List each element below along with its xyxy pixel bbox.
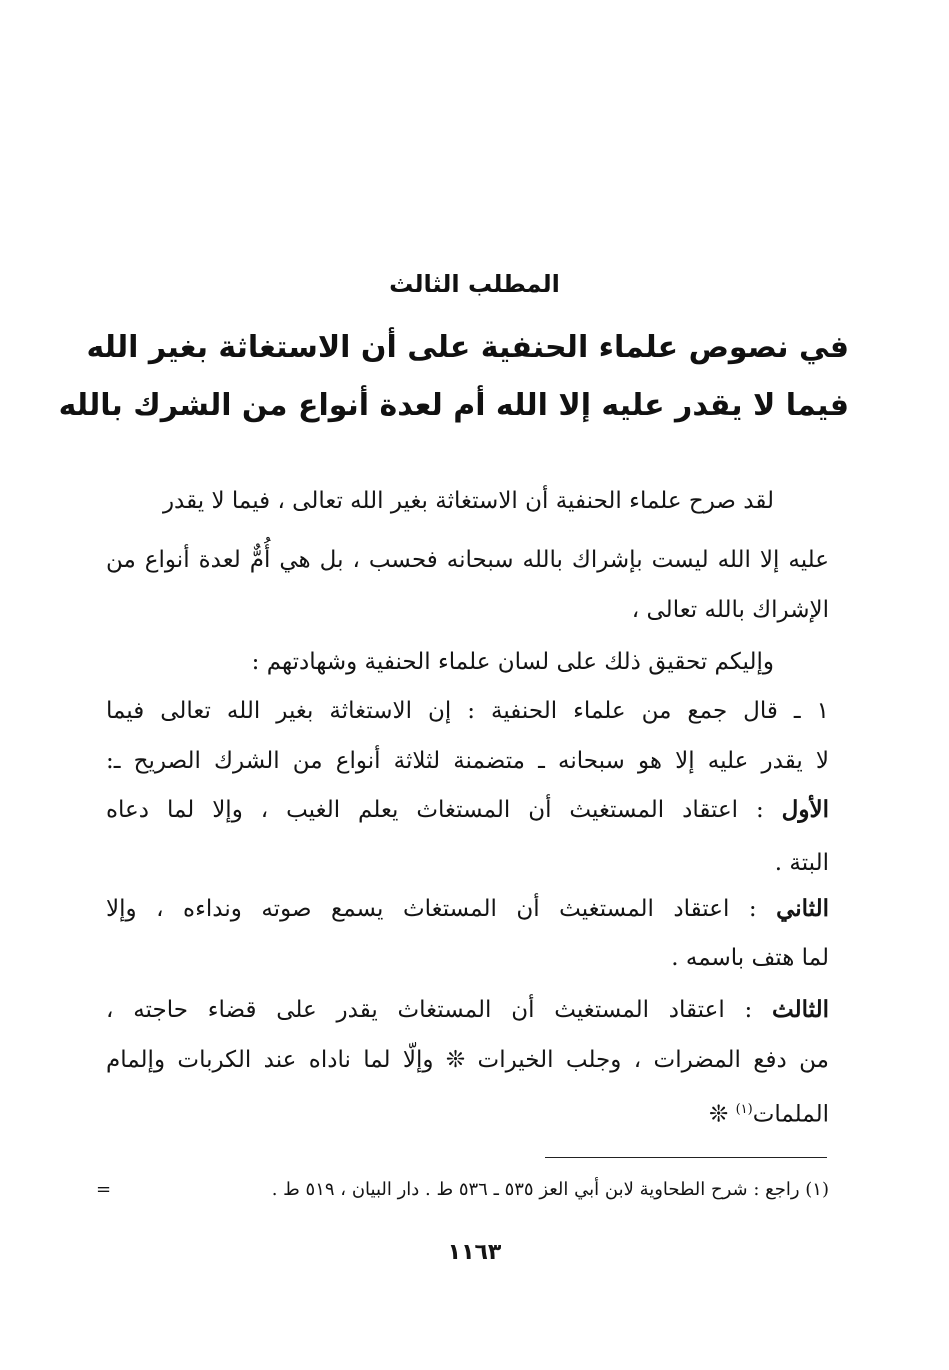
second-point-line-1	[106, 892, 829, 926]
third-point-line-2: من دفع المضرات ، وجلب الخيرات ❊ وإلّا لما ناداه عند الكربات وإلمام	[106, 1047, 829, 1073]
first-point-label: الأول	[781, 796, 829, 823]
third-point-label: الثالث	[772, 996, 829, 1023]
second-point-label: الثاني	[776, 895, 829, 922]
footnote-reference: (١)	[735, 1102, 753, 1117]
third-point-line-1	[106, 993, 829, 1027]
paragraph-2: وإليكم تحقيق ذلك على لسان علماء الحنفية وشهادتهم :	[251, 649, 774, 675]
footnote-continuation-mark: =	[96, 1179, 112, 1200]
paragraph-3-line-1: ١ ـ قال جمع من علماء الحنفية : إن الاستغاثة بغير الله تعالى فيما	[106, 698, 829, 724]
third-point-text: : اعتقاد المستغيث أن المستغاث يقدر على قضاء حاجته ،	[106, 997, 773, 1023]
first-point-text: : اعتقاد المستغيث أن المستغاث يعلم الغيب ، وإلا لما دعاه	[106, 797, 782, 823]
third-point-line-3	[709, 1093, 829, 1132]
section-heading: المطلب الثالث	[389, 270, 560, 298]
second-point-text: : اعتقاد المستغيث أن المستغاث يسمع صوته ونداءه ، وإلا	[106, 896, 777, 922]
paragraph-3-line-2: لا يقدر عليه إلا هو سبحانه ـ متضمنة لثلاثة أنواع من الشرك الصريح ـ:	[106, 748, 829, 774]
paragraph-1-line-3: الإشراك بالله تعالى ،	[631, 597, 829, 623]
footnote	[96, 1175, 829, 1205]
paragraph-1-line-1: لقد صرح علماء الحنفية أن الاستغاثة بغير الله تعالى ، فيما لا يقدر	[162, 488, 774, 514]
footnote-text: (١) راجع : شرح الطحاوية لابن أبي العز ٥٣٥ ـ ٥٣٦ ط . دار البيان ، ٥١٩ ط .	[271, 1179, 829, 1200]
end-mark: ❊	[708, 1101, 736, 1128]
second-point-line-2: لما هتف باسمه .	[671, 945, 829, 971]
paragraph-1-line-2: عليه إلا الله ليست بإشراك بالله سبحانه فحسب ، بل هي أُمٌّ لعدة أنواع من	[106, 547, 829, 573]
footnote-divider	[545, 1157, 827, 1158]
third-point-text-end: الملمات	[752, 1101, 829, 1128]
title-line-2: فيما لا يقدر عليه إلا الله أم لعدة أنواع من الشرك بالله	[58, 388, 849, 423]
first-point-line-1	[106, 793, 829, 827]
first-point-line-2: البتة .	[774, 850, 829, 876]
title-line-1: في نصوص علماء الحنفية على أن الاستغاثة بغير الله	[86, 330, 849, 365]
page-number: ١١٦٣	[447, 1240, 502, 1265]
